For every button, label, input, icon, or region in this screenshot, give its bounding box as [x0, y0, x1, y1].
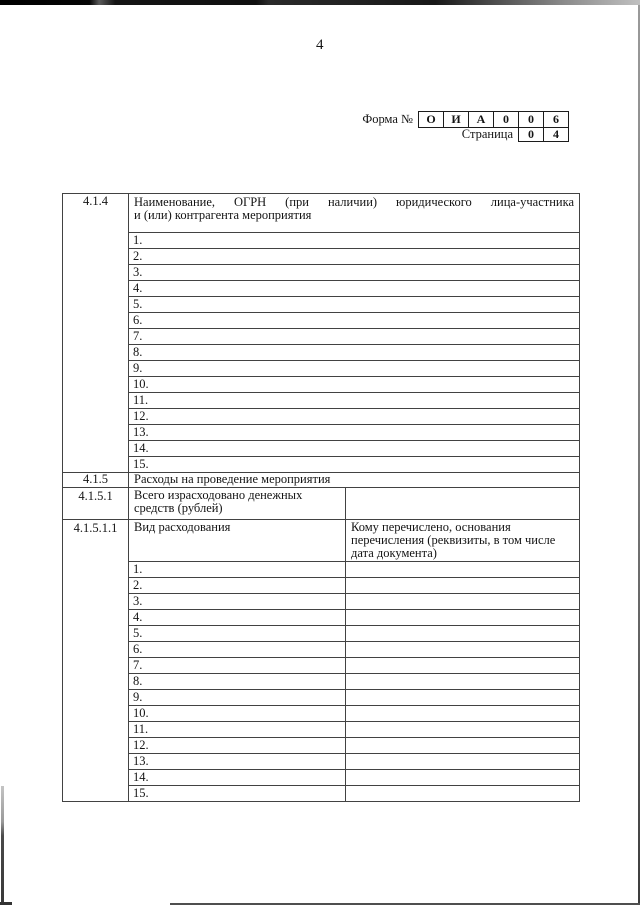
list-item-row: [63, 265, 580, 281]
list-item-number: 5.: [129, 297, 580, 313]
expense-list-row: [63, 674, 580, 690]
list-item-number: 4.: [129, 610, 346, 626]
table-row-4-1-5-1-1: [63, 520, 580, 562]
list-item-row: [63, 393, 580, 409]
list-item-number: 6.: [129, 642, 346, 658]
table-row-4-1-5-1: [63, 488, 580, 520]
expense-list-row: [63, 754, 580, 770]
list-item-row: [63, 425, 580, 441]
list-item-row: [63, 281, 580, 297]
row-index-4-1-5-1-1: 4.1.5.1.1: [63, 520, 129, 802]
recipient-cell: [346, 658, 580, 674]
expense-list-row: [63, 642, 580, 658]
list-item-number: 10.: [129, 706, 346, 722]
expense-list-row: [63, 594, 580, 610]
list-item-number: 11.: [129, 722, 346, 738]
list-item-row: [63, 409, 580, 425]
form-number-row: [362, 111, 569, 128]
expense-list-row: [63, 738, 580, 754]
form-code-block: [362, 111, 569, 142]
list-item-number: 1.: [129, 562, 346, 578]
list-item-row: [63, 441, 580, 457]
list-item-number: 12.: [129, 409, 580, 425]
row-text-4-1-5-1: Всего израсходовано денежных средств (рублей): [129, 488, 346, 520]
list-item-number: 9.: [129, 361, 580, 377]
row-text-line1: Наименование, ОГРН (при наличии) юридического лица-участника: [134, 195, 575, 209]
row-index-4-1-5: 4.1.5: [63, 473, 129, 488]
expense-list-row: [63, 722, 580, 738]
scan-edge-top: [0, 0, 640, 5]
list-item-number: 8.: [129, 345, 580, 361]
list-item-number: 10.: [129, 377, 580, 393]
form-code-box: И: [443, 111, 469, 128]
recipient-cell: [346, 754, 580, 770]
page-number-boxes: [518, 127, 569, 142]
page-number-row: [362, 127, 569, 142]
list-item-number: 7.: [129, 329, 580, 345]
list-item-row: [63, 457, 580, 473]
form-code-box: А: [468, 111, 494, 128]
expense-list-row: [63, 626, 580, 642]
list-item-row: [63, 345, 580, 361]
scan-edge-left: [1, 786, 4, 905]
recipient-cell: [346, 690, 580, 706]
list-item-number: 6.: [129, 313, 580, 329]
list-item-number: 13.: [129, 425, 580, 441]
row-text-4-1-4: [129, 194, 580, 233]
row-value-4-1-5-1: [346, 488, 580, 520]
list-item-number: 9.: [129, 690, 346, 706]
form-table: [62, 193, 580, 802]
expense-list-row: [63, 658, 580, 674]
list-item-row: [63, 313, 580, 329]
form-code-box: О: [418, 111, 444, 128]
list-item-number: 8.: [129, 674, 346, 690]
row-text-line2: и (или) контрагента мероприятия: [134, 208, 312, 222]
list-item-number: 3.: [129, 594, 346, 610]
recipient-cell: [346, 786, 580, 802]
list-item-number: 14.: [129, 441, 580, 457]
recipient-cell: [346, 738, 580, 754]
page-number: 4: [316, 37, 324, 53]
list-item-row: [63, 329, 580, 345]
page-number-box: 0: [518, 127, 544, 142]
column-header-recipient: Кому перечислено, основания перечисления (реквизиты, в том числе дата документа): [346, 520, 580, 562]
expense-list-row: [63, 562, 580, 578]
expense-list-row: [63, 690, 580, 706]
recipient-cell: [346, 626, 580, 642]
form-code-box: 6: [543, 111, 569, 128]
expense-list-row: [63, 706, 580, 722]
list-item-number: 15.: [129, 786, 346, 802]
row-index-4-1-5-1: 4.1.5.1: [63, 488, 129, 520]
expense-list-row: [63, 610, 580, 626]
list-item-row: [63, 233, 580, 249]
recipient-cell: [346, 562, 580, 578]
list-item-number: 15.: [129, 457, 580, 473]
row-text-4-1-5: Расходы на проведение мероприятия: [129, 473, 580, 488]
recipient-cell: [346, 642, 580, 658]
expense-list-row: [63, 786, 580, 802]
list-item-row: [63, 297, 580, 313]
form-code-box: 0: [493, 111, 519, 128]
recipient-cell: [346, 770, 580, 786]
list-item-number: 2.: [129, 578, 346, 594]
recipient-cell: [346, 706, 580, 722]
list-item-number: 4.: [129, 281, 580, 297]
recipient-cell: [346, 578, 580, 594]
expense-list-row: [63, 578, 580, 594]
list-item-row: [63, 377, 580, 393]
page-number-box: 4: [543, 127, 569, 142]
form-code-boxes: [418, 111, 569, 128]
list-item-number: 2.: [129, 249, 580, 265]
list-item-number: 1.: [129, 233, 580, 249]
recipient-cell: [346, 594, 580, 610]
table-row-4-1-5: [63, 473, 580, 488]
list-item-row: [63, 249, 580, 265]
list-item-number: 7.: [129, 658, 346, 674]
list-item-number: 5.: [129, 626, 346, 642]
column-header-expense-type: Вид расходования: [129, 520, 346, 562]
recipient-cell: [346, 722, 580, 738]
expense-list-row: [63, 770, 580, 786]
list-item-number: 3.: [129, 265, 580, 281]
list-item-number: 13.: [129, 754, 346, 770]
page-number-label: Страница: [461, 127, 513, 141]
list-item-row: [63, 361, 580, 377]
form-number-label: Форма №: [362, 112, 413, 126]
list-item-number: 14.: [129, 770, 346, 786]
list-item-number: 11.: [129, 393, 580, 409]
list-item-number: 12.: [129, 738, 346, 754]
form-code-box: 0: [518, 111, 544, 128]
recipient-cell: [346, 610, 580, 626]
recipient-cell: [346, 674, 580, 690]
table-row-4-1-4: [63, 194, 580, 233]
row-index-4-1-4: 4.1.4: [63, 194, 129, 473]
